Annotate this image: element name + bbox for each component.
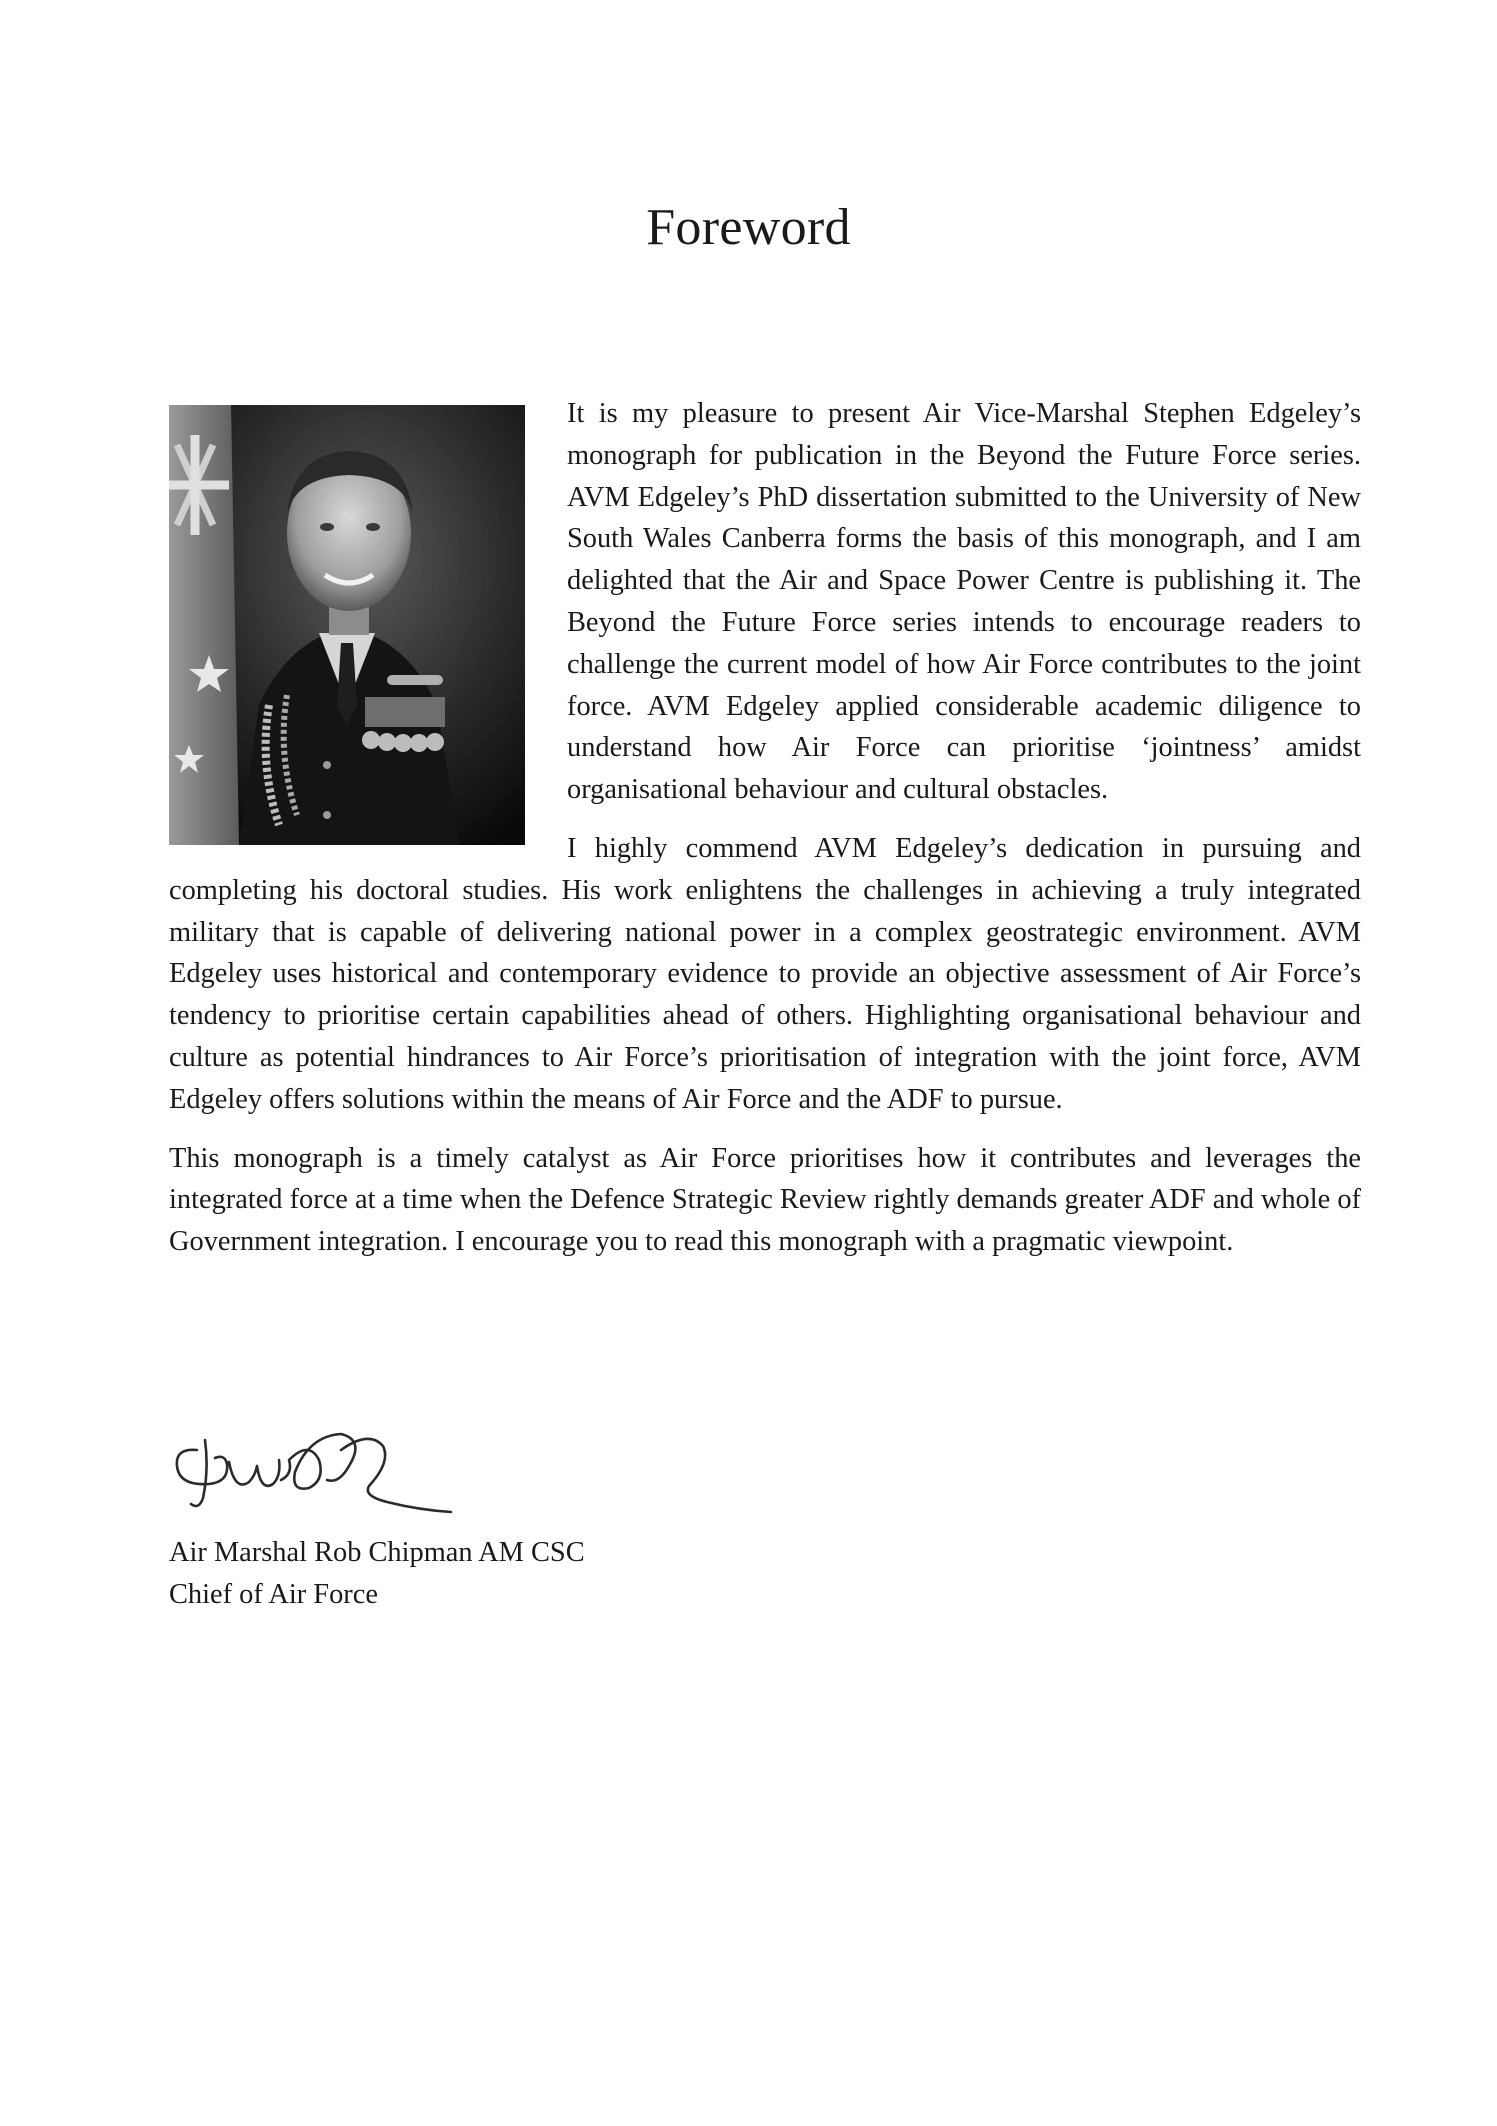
foreword-paragraph-1: It is my pleasure to present Air Vice-Marshal Stephen Edgeley’s monograph for publication in the Beyond the Future Force series. AVM Edgeley’s PhD dissertation submitted to the University of New South Wales Canberra forms the basis of this monograph, and I am delighted that the Air and Space Power Centre is publishing it. The Beyond the Future Force series intends to encourage readers to challenge the current model of how Air Force contributes to the joint force. AVM Edgeley applied considerable academic diligence to understand how Air Force can prioritise ‘jointness’ amidst organisational behaviour and cultural obstacles. [567,398,1361,806]
signatory-block [169,1532,585,1616]
portrait-photo [169,405,525,845]
foreword-paragraph-2: I highly commend AVM Edgeley’s dedication in pursuing and completing his doctoral studies. His work enlightens the challenges in achieving a truly integrated military that is capable of delivering national power in a complex geostrategic environment. AVM Edgeley uses historical and contemporary evidence to provide an objective assessment of Air Force’s tendency to prioritise certain capabilities ahead of others. Highlighting organisational behaviour and culture as potential hindrances to Air Force’s prioritisation of integration with the joint force, AVM Edgeley offers solutions within the means of Air Force and the ADF to pursue. [169,832,1361,1115]
handwritten-signature [169,1400,469,1520]
signatory-position: Chief of Air Force [169,1579,378,1610]
page-title: Foreword [646,199,851,256]
signatory-name: Air Marshal Rob Chipman AM CSC [169,1537,585,1568]
foreword-paragraph-3: This monograph is a timely catalyst as Air Force prioritises how it contributes and leverages the integrated force at a time when the Defence Strategic Review rightly demands greater ADF and whole of Government integration. I encourage you to read this monograph with a pragmatic viewpoint. [169,1142,1361,1258]
foreword-body [169,393,1361,1280]
